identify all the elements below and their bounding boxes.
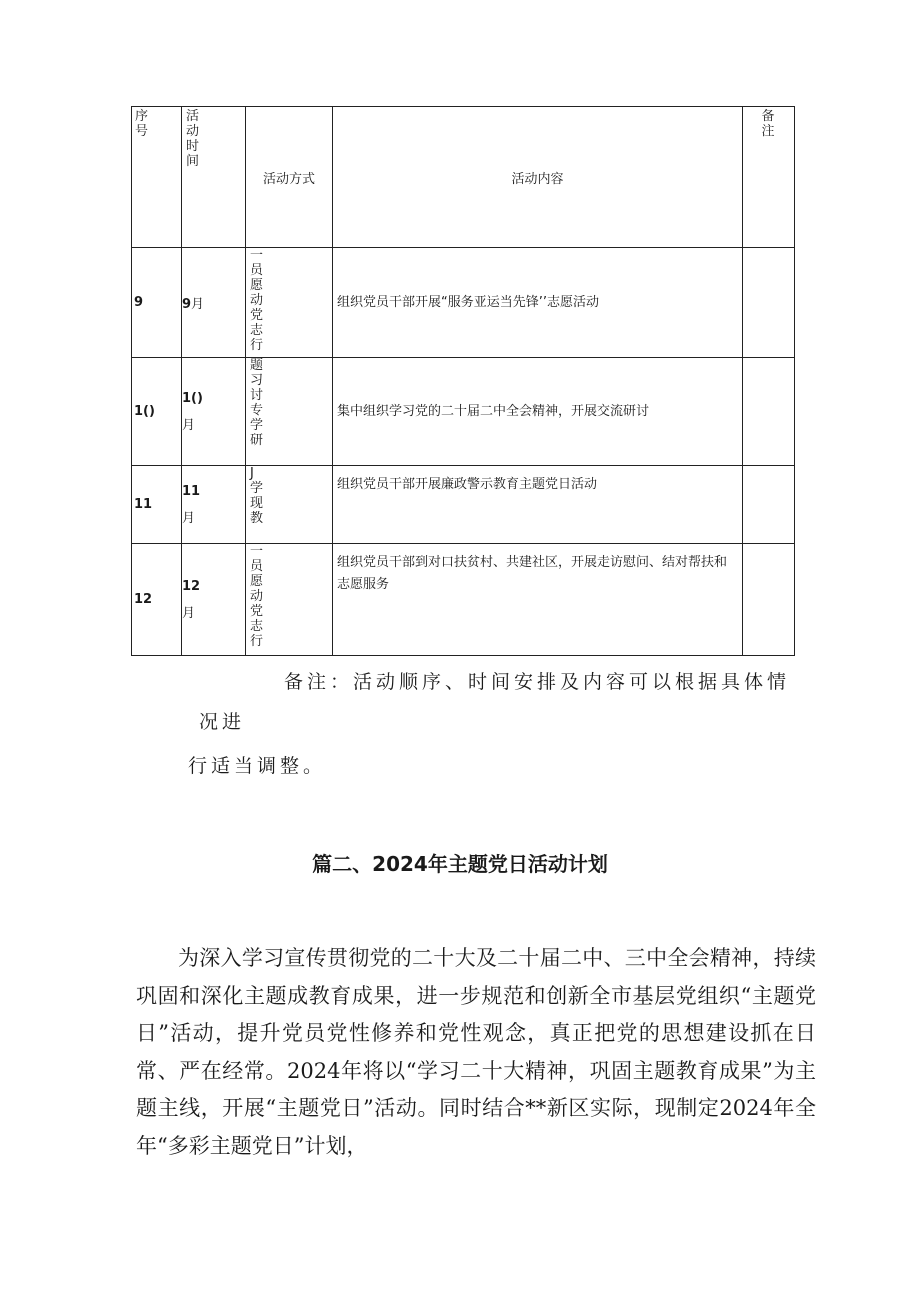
table-row [132,466,795,544]
row-seq: 1() [132,358,182,466]
header-time: 活动时间 [182,107,246,248]
table-header-row [132,107,795,248]
header-content: 活动内容 [333,107,743,248]
row-month: 9月 [182,248,246,358]
row-content: 组织党员干部到对口扶贫村、共建社区，开展走访慰问、结对帮扶和志愿服务 [333,544,743,656]
table-row [132,358,795,466]
row-seq: 12 [132,544,182,656]
table-row [132,248,795,358]
row-content: 集中组织学习党的二十届二中全会精神，开展交流研讨 [333,358,743,466]
row-month: 1() 月 [182,358,246,466]
row-content: 组织党员干部开展廉政警示教育主题党日活动 [333,466,743,544]
row-method: 一员愿动党志行 [246,544,333,656]
row-note [743,544,795,656]
row-method: 一员愿动党志行 [246,248,333,358]
row-month: 11 月 [182,466,246,544]
row-content: 组织党员干部开展“服务亚运当先锋’’志愿活动 [333,248,743,358]
row-note [743,358,795,466]
remark-line-3: 行适当调整。 [188,755,327,777]
row-method: 题习讨专学研 [246,358,333,466]
header-seq: 序号 [132,107,182,248]
header-method: 活动方式 [246,107,333,248]
row-note [743,248,795,358]
row-method: J学现教 [246,466,333,544]
activity-table [131,106,795,656]
remark-line-2: 况进 [199,711,246,733]
row-seq: 11 [132,466,182,544]
body-paragraph: 为深入学习宣传贯彻党的二十大及二十届二中、三中全会精神，持续巩固和深化主题成教育成果，进一步规范和创新全市基层党组织“主题党日”活动，提升党员党性修养和党性观念，真正把党的思想建设抓在日常、严在经常。2024年将以“学习二十大精神，巩固主题教育成果”为主题主线，开展“主题党日”活动。同时结合**新区实际，现制定2024年全年“多彩主题党日”计划， [136,946,816,1158]
header-note: 备注 [743,107,795,248]
remark-line-1: 备注：活动顺序、时间安排及内容可以根据具体情 [284,671,791,693]
row-note [743,466,795,544]
section-title: 篇二、2024年主题党日活动计划 [312,852,608,876]
table-row [132,544,795,656]
row-month: 12 月 [182,544,246,656]
row-seq: 9 [132,248,182,358]
